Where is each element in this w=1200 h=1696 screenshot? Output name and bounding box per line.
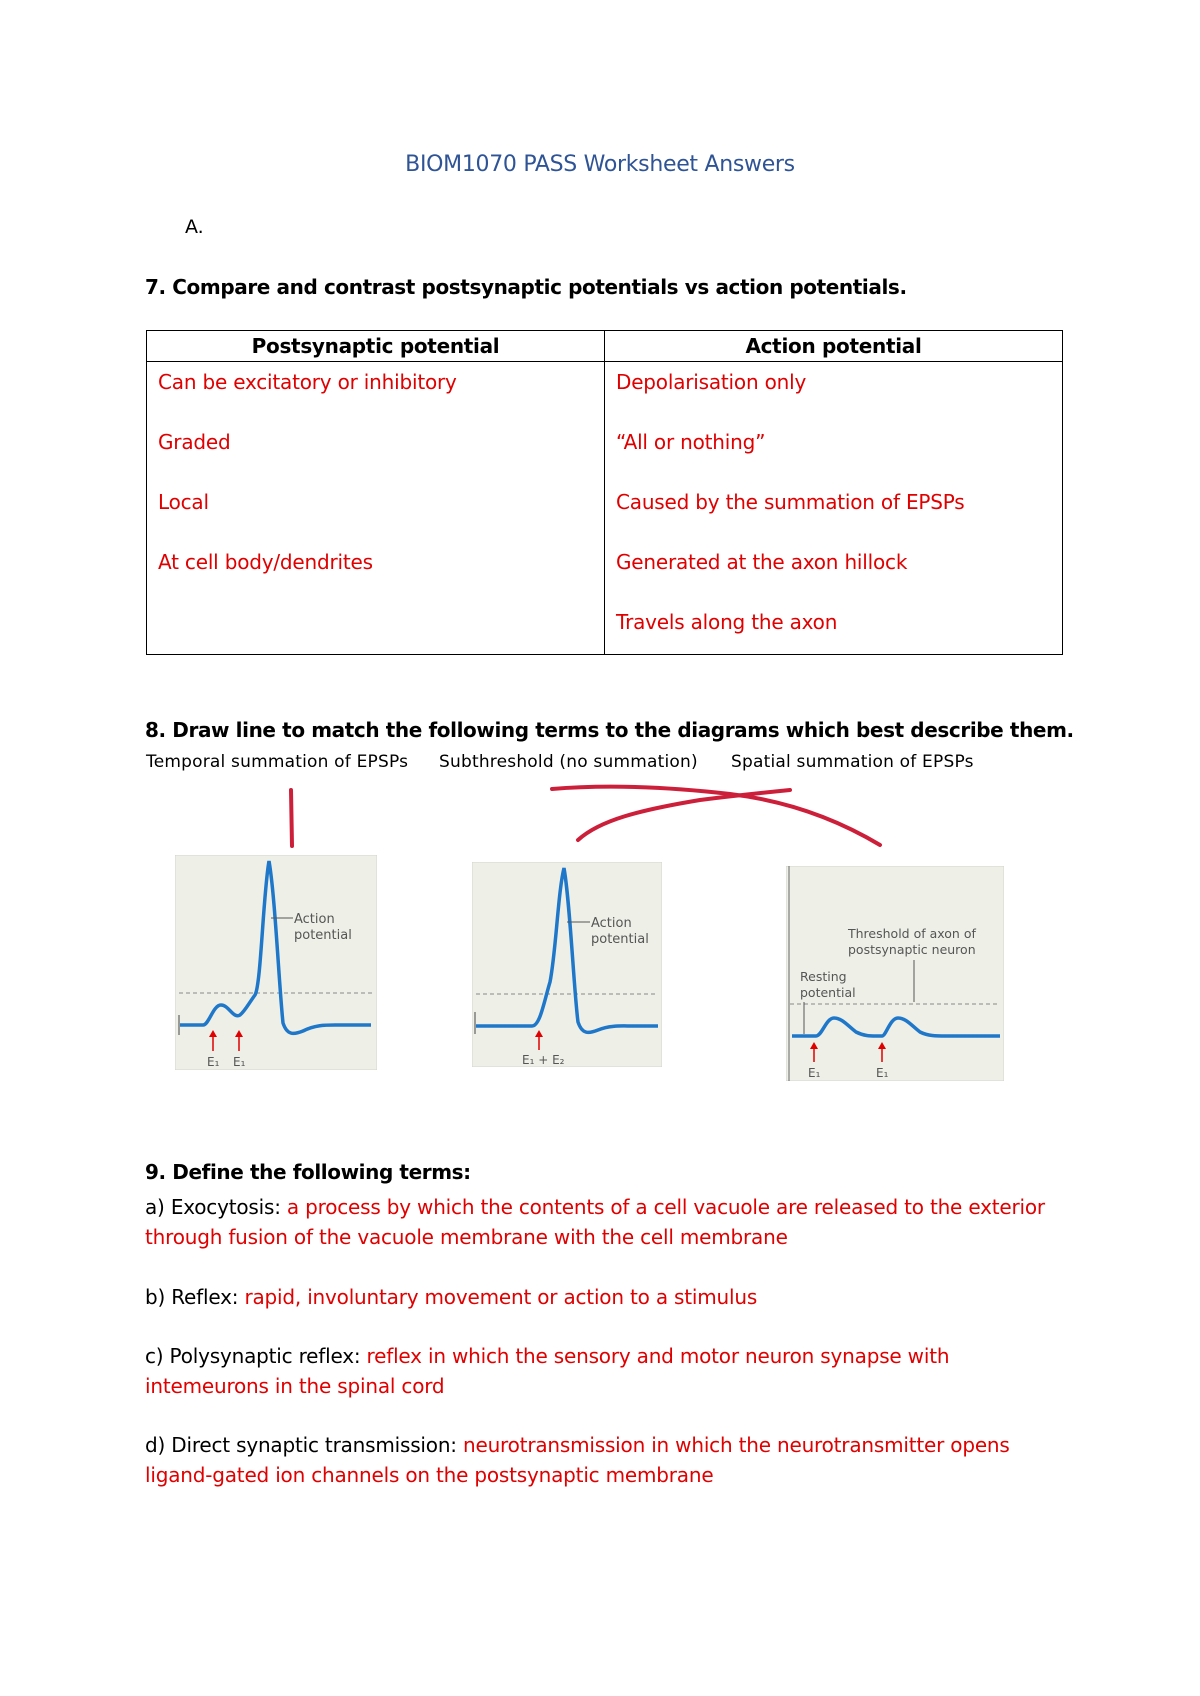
list-item: Graded — [158, 430, 231, 454]
match-line-spatial — [552, 787, 880, 845]
list-item: Generated at the axon hillock — [616, 550, 908, 574]
resting-label: Resting — [800, 969, 847, 984]
threshold-label: Threshold of axon of — [848, 926, 976, 941]
diagram-label: Action — [294, 912, 335, 927]
column-header-postsynaptic: Postsynaptic potential — [147, 331, 605, 362]
stimulus-label: E₁ + E₂ — [522, 1053, 565, 1067]
term-spatial: Spatial summation of EPSPs — [731, 752, 974, 772]
definition-exocytosis — [145, 1192, 1075, 1252]
diagram-label: Action — [591, 916, 632, 931]
definition-reflex — [145, 1282, 1075, 1312]
definition-answer: rapid, involuntary movement or action to a stimulus — [244, 1285, 758, 1309]
resting-label: potential — [800, 985, 856, 1000]
definition-term: d) Direct synaptic transmission: — [145, 1433, 463, 1457]
question-8-heading: 8. Draw line to match the following terms to the diagrams which best describe them. — [145, 718, 1074, 742]
stimulus-label: E₁ — [876, 1066, 889, 1080]
definition-term: b) Reflex: — [145, 1285, 245, 1309]
page-title: BIOM1070 PASS Worksheet Answers — [405, 152, 795, 177]
diagram-spatial-summation — [472, 862, 662, 1067]
match-line-temporal — [291, 790, 292, 846]
stimulus-label: E₁ — [233, 1055, 246, 1069]
list-item: At cell body/dendrites — [158, 550, 373, 574]
stimulus-label: E₁ — [207, 1055, 220, 1069]
list-item: Can be excitatory or inhibitory — [158, 370, 457, 394]
definition-answer: a process by which the contents of a cell vacuole are released to the exterior through fusion of the vacuole membrane with the cell membrane — [145, 1195, 1045, 1249]
diagram-subthreshold — [786, 866, 1004, 1081]
diagram-label: potential — [294, 928, 352, 943]
definition-polysynaptic-reflex — [145, 1341, 1075, 1401]
threshold-label: postsynaptic neuron — [848, 942, 976, 957]
list-item: Travels along the axon — [616, 610, 838, 634]
definition-answer: neurotransmission in which the neurotransmitter opens ligand-gated ion channels on the postsynaptic membrane — [145, 1433, 1010, 1487]
definition-term: c) Polysynaptic reflex: — [145, 1344, 367, 1368]
term-temporal: Temporal summation of EPSPs — [146, 752, 409, 772]
diagram-temporal-summation — [175, 855, 377, 1070]
list-item: “All or nothing” — [616, 430, 766, 454]
term-subthreshold: Subthreshold (no summation) — [439, 752, 698, 772]
list-item: Caused by the summation of EPSPs — [616, 490, 965, 514]
list-item: Local — [158, 490, 209, 514]
stimulus-label: E₁ — [808, 1066, 821, 1080]
column-header-action: Action potential — [605, 331, 1063, 362]
definition-direct-synaptic-transmission — [145, 1430, 1075, 1490]
question-7-heading: 7. Compare and contrast postsynaptic potentials vs action potentials. — [145, 275, 907, 299]
diagram-panel — [175, 855, 377, 1070]
definition-answer: reflex in which the sensory and motor neuron synapse with intemeurons in the spinal cord — [145, 1344, 950, 1398]
diagram-label: potential — [591, 932, 649, 947]
list-item: Depolarisation only — [616, 370, 807, 394]
definition-term: a) Exocytosis: — [145, 1195, 287, 1219]
section-label: A. — [185, 216, 204, 238]
question-9-heading: 9. Define the following terms: — [145, 1160, 471, 1184]
